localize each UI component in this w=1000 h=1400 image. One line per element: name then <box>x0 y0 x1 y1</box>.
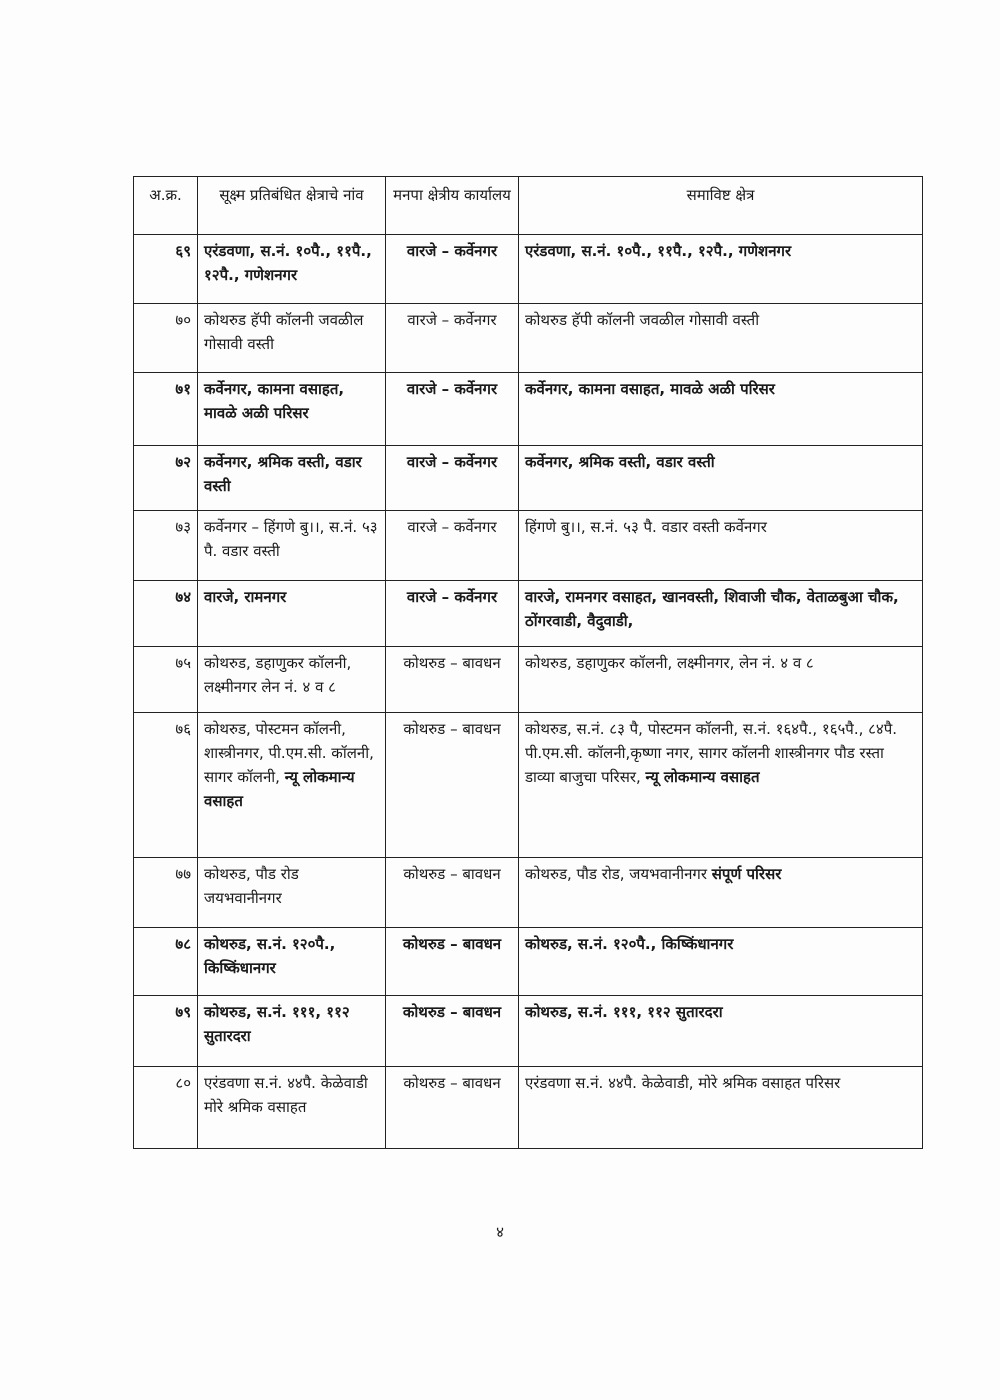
row-serial-number: ७८ <box>134 928 198 996</box>
row-included-area: वारजे, रामनगर वसाहत, खानवस्ती, शिवाजी चौक, वेताळबुआ चौक, ठोंगरवाडी, वैदुवाडी, <box>519 581 923 647</box>
row-included-area: हिंगणे बु।।, स.नं. ५३ पै. वडार वस्ती कर्वेनगर <box>519 511 923 581</box>
row-containment-area: कोथरुड, पौड रोड जयभवानीनगर <box>198 858 386 928</box>
row-containment-area: कोथरुड हॅपी कॉलनी जवळील गोसावी वस्ती <box>198 304 386 373</box>
header-serial-number: अ.क्र. <box>134 177 198 235</box>
row-ward-office: कोथरुड – बावधन <box>386 713 519 858</box>
header-included-area: समाविष्ट क्षेत्र <box>519 177 923 235</box>
page-number: ४ <box>496 1223 504 1241</box>
row-included-area <box>519 858 923 928</box>
header-ward-office: मनपा क्षेत्रीय कार्यालय <box>386 177 519 235</box>
row-serial-number: ७६ <box>134 713 198 858</box>
row-included-area: कर्वेनगर, कामना वसाहत, मावळे अळी परिसर <box>519 373 923 446</box>
table-row <box>134 713 923 858</box>
row-included-area <box>519 713 923 858</box>
row-included-area: कोथरुड हॅपी कॉलनी जवळील गोसावी वस्ती <box>519 304 923 373</box>
row-ward-office: कोथरुड – बावधन <box>386 996 519 1067</box>
row-ward-office: कोथरुड – बावधन <box>386 647 519 713</box>
row-serial-number: ७३ <box>134 511 198 581</box>
row-ward-office: वारजे – कर्वेनगर <box>386 304 519 373</box>
table-header-row <box>134 177 923 235</box>
table-row <box>134 581 923 647</box>
row-serial-number: ७५ <box>134 647 198 713</box>
row-containment-area: कर्वेनगर, कामना वसाहत, मावळे अळी परिसर <box>198 373 386 446</box>
table-row <box>134 373 923 446</box>
row-ward-office: वारजे – कर्वेनगर <box>386 581 519 647</box>
header-containment-area: सूक्ष्म प्रतिबंधित क्षेत्राचे नांव <box>198 177 386 235</box>
row-included-area-bold-text: संपूर्ण परिसर <box>711 865 782 883</box>
row-ward-office: कोथरुड – बावधन <box>386 928 519 996</box>
row-serial-number: ७७ <box>134 858 198 928</box>
row-ward-office: कोथरुड – बावधन <box>386 858 519 928</box>
table-row <box>134 928 923 996</box>
row-containment-area-text: कोथरुड, पोस्टमन कॉलनी, शास्त्रीनगर, पी.एम.सी. कॉलनी, सागर कॉलनी, <box>204 720 374 786</box>
row-ward-office: वारजे – कर्वेनगर <box>386 511 519 581</box>
row-ward-office: वारजे – कर्वेनगर <box>386 373 519 446</box>
table-row <box>134 511 923 581</box>
row-containment-area: कर्वेनगर, श्रमिक वस्ती, वडार वस्ती <box>198 446 386 511</box>
row-included-area: एरंडवणा, स.नं. १०पै., ११पै., १२पै., गणेशनगर <box>519 235 923 304</box>
row-included-area: कर्वेनगर, श्रमिक वस्ती, वडार वस्ती <box>519 446 923 511</box>
row-serial-number: ७४ <box>134 581 198 647</box>
table-row <box>134 1067 923 1149</box>
row-containment-area: एरंडवणा स.नं. ४४पै. केळेवाडी मोरे श्रमिक वसाहत <box>198 1067 386 1149</box>
row-ward-office: कोथरुड – बावधन <box>386 1067 519 1149</box>
row-ward-office: वारजे – कर्वेनगर <box>386 235 519 304</box>
table-row <box>134 647 923 713</box>
table-row <box>134 446 923 511</box>
table-row <box>134 996 923 1067</box>
row-containment-area: वारजे, रामनगर <box>198 581 386 647</box>
row-containment-area <box>198 713 386 858</box>
row-containment-area: एरंडवणा, स.नं. १०पै., ११पै., १२पै., गणेशनगर <box>198 235 386 304</box>
row-included-area: कोथरुड, स.नं. १२०पै., किष्किंधानगर <box>519 928 923 996</box>
row-serial-number: ८० <box>134 1067 198 1149</box>
row-included-area-bold-text: न्यू लोकमान्य वसाहत <box>645 768 760 786</box>
row-ward-office: वारजे – कर्वेनगर <box>386 446 519 511</box>
containment-zones-table <box>133 176 923 1149</box>
row-serial-number: ७१ <box>134 373 198 446</box>
row-serial-number: ६९ <box>134 235 198 304</box>
table-row <box>134 858 923 928</box>
row-included-area-text: कोथरुड, पौड रोड, जयभवानीनगर <box>525 865 712 883</box>
row-containment-area: कोथरुड, स.नं. १२०पै., किष्किंधानगर <box>198 928 386 996</box>
row-serial-number: ७२ <box>134 446 198 511</box>
row-included-area: एरंडवणा स.नं. ४४पै. केळेवाडी, मोरे श्रमिक वसाहत परिसर <box>519 1067 923 1149</box>
row-included-area-text: कोथरुड, स.नं. ८३ पै, पोस्टमन कॉलनी, स.नं. १६४पै., १६५पै., ८४पै. पी.एम.सी. कॉलनी,कृष्णा नगर, सागर कॉलनी शास्त्रीनगर पौड रस्ता डाव्या बाजुचा परिसर, <box>525 720 898 786</box>
row-containment-area: कर्वेनगर – हिंगणे बु।।, स.नं. ५३ पै. वडार वस्ती <box>198 511 386 581</box>
row-containment-area: कोथरुड, स.नं. १११, ११२ सुतारदरा <box>198 996 386 1067</box>
row-included-area: कोथरुड, डहाणुकर कॉलनी, लक्ष्मीनगर, लेन नं. ४ व ८ <box>519 647 923 713</box>
row-serial-number: ७९ <box>134 996 198 1067</box>
table-row <box>134 235 923 304</box>
table-row <box>134 304 923 373</box>
row-containment-area-bold-text: न्यू लोकमान्य वसाहत <box>204 768 355 810</box>
row-serial-number: ७० <box>134 304 198 373</box>
row-included-area: कोथरुड, स.नं. १११, ११२ सुतारदरा <box>519 996 923 1067</box>
row-containment-area: कोथरुड, डहाणुकर कॉलनी, लक्ष्मीनगर लेन नं. ४ व ८ <box>198 647 386 713</box>
